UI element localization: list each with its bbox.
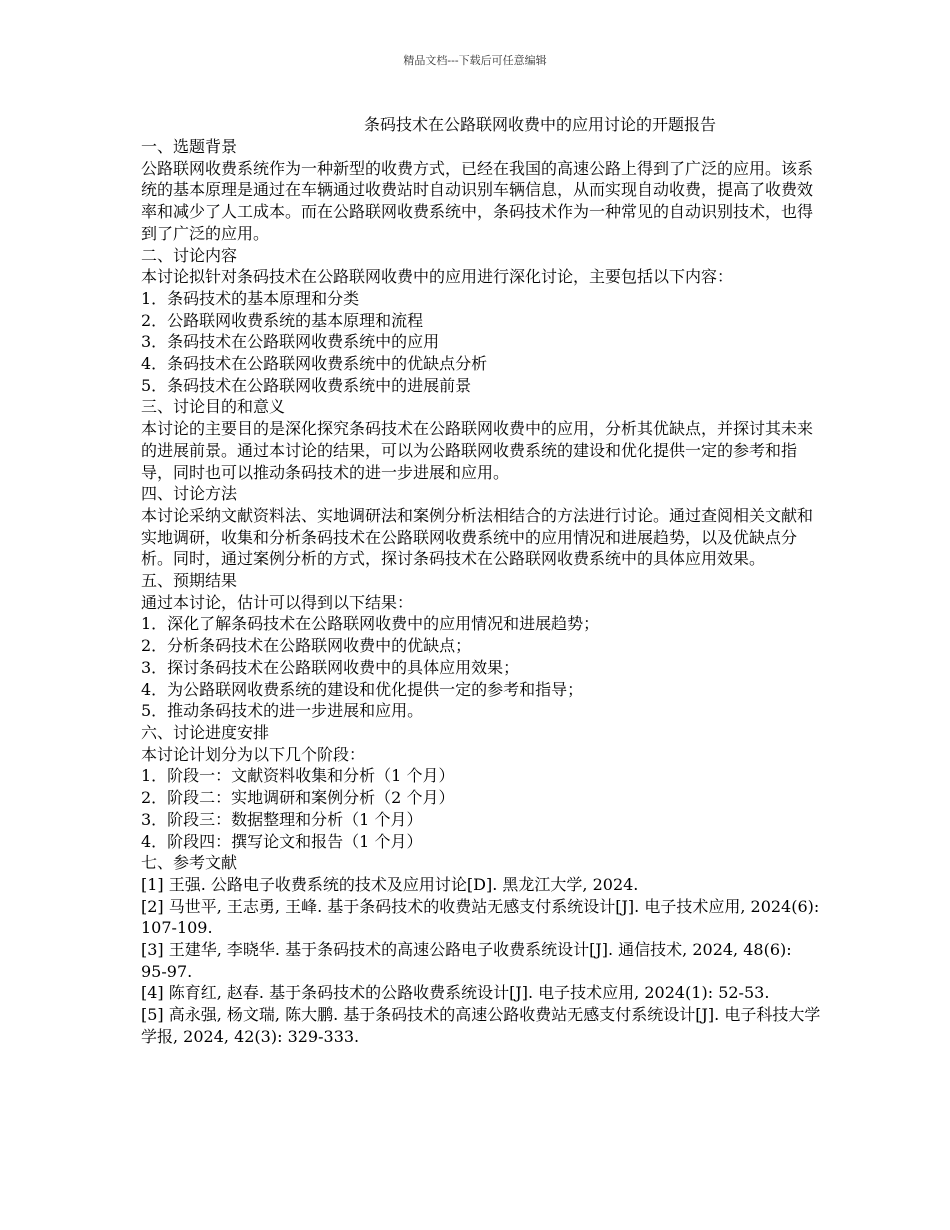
section-heading: 一、选题背景 (141, 137, 238, 156)
reference-item: [4] 陈育红, 赵春. 基于条码技术的公路收费系统设计[J]. 电子技术应用, 2024(1): 52-53. (141, 983, 770, 1003)
list-item: 4．阶段四：撰写论文和报告（1 个月） (141, 831, 423, 851)
reference-item: [5] 高永强, 杨文瑞, 陈大鹏. 基于条码技术的高速公路收费站无感支付系统设计[J]. 电子科技大学学报, 2024, 42(3): 329-333. (141, 1005, 821, 1046)
reference-item: [1] 王强. 公路电子收费系统的技术及应用讨论[D]. 黑龙江大学, 2024. (141, 874, 639, 894)
list-item: 1．深化了解条码技术在公路联网收费中的应用情况和进展趋势； (141, 614, 600, 634)
section-paragraph: 本讨论的主要目的是深化探究条码技术在公路联网收费中的应用，分析其优缺点，并探讨其未来的进展前景。通过本讨论的结果，可以为公路联网收费系统的建设和优化提供一定的参考和指导，同时也可以推动条码技术的进一步进展和应用。 (141, 419, 814, 482)
list-item: 1．阶段一：文献资料收集和分析（1 个月） (141, 766, 455, 786)
list-item: 3．探讨条码技术在公路联网收费中的具体应用效果； (141, 657, 520, 677)
section-heading: 二、讨论内容 (141, 245, 238, 265)
reference-item: [2] 马世平, 王志勇, 王峰. 基于条码技术的收费站无感支付系统设计[J]. 电子技术应用, 2024(6): 107-109. (141, 896, 820, 938)
section-heading: 五、预期结果 (141, 571, 238, 591)
section-paragraph: 通过本讨论，估计可以得到以下结果： (141, 592, 414, 612)
list-item: 1．条码技术的基本原理和分类 (141, 288, 360, 308)
list-item: 3．条码技术在公路联网收费系统中的应用 (141, 332, 440, 352)
section-paragraph: 本讨论采纳文献资料法、实地调研法和案例分析法相结合的方法进行讨论。通过查阅相关文献和实地调研，收集和分析条码技术在公路联网收费系统中的应用情况和进展趋势，以及优缺点分析。同时，通过案例分析的方式，探讨条码技术在公路联网收费系统中的具体应用效果。 (141, 505, 814, 569)
section-paragraph: 本讨论计划分为以下几个阶段： (141, 744, 366, 764)
section-paragraph: 本讨论拟针对条码技术在公路联网收费中的应用进行深化讨论，主要包括以下内容： (141, 267, 734, 287)
section-paragraph: 公路联网收费系统作为一种新型的收费方式，已经在我国的高速公路上得到了广泛的应用。该系统的基本原理是通过在车辆通过收费站时自动识别车辆信息，从而实现自动收费，提高了收费效率和减少了人工成本。而在公路联网收费系统中，条码技术作为一种常见的自动识别技术，也得到了广泛的应用。 (141, 158, 814, 243)
list-item: 2．公路联网收费系统的基本原理和流程 (141, 310, 424, 330)
section-heading: 七、参考文献 (141, 853, 238, 873)
list-item: 2．分析条码技术在公路联网收费中的优缺点； (141, 636, 472, 656)
list-item: 5．推动条码技术的进一步进展和应用。 (141, 701, 424, 721)
document-title: 条码技术在公路联网收费中的应用讨论的开题报告 (364, 115, 717, 134)
page-header: 精品文档---下载后可任意编辑 (403, 54, 547, 67)
list-item: 2．阶段二：实地调研和案例分析（2 个月） (141, 788, 455, 808)
section-heading: 三、讨论目的和意义 (141, 397, 286, 417)
section-heading: 四、讨论方法 (141, 484, 238, 504)
list-item: 4．为公路联网收费系统的建设和优化提供一定的参考和指导； (141, 679, 584, 699)
section-heading: 六、讨论进度安排 (141, 722, 270, 742)
document-body (141, 136, 821, 1048)
list-item: 4．条码技术在公路联网收费系统中的优缺点分析 (141, 354, 488, 374)
list-item: 3．阶段三：数据整理和分析（1 个月） (141, 809, 423, 829)
list-item: 5．条码技术在公路联网收费系统中的进展前景 (141, 375, 472, 395)
reference-item: [3] 王建华, 李晓华. 基于条码技术的高速公路电子收费系统设计[J]. 通信技术, 2024, 48(6): 95-97. (141, 940, 792, 981)
